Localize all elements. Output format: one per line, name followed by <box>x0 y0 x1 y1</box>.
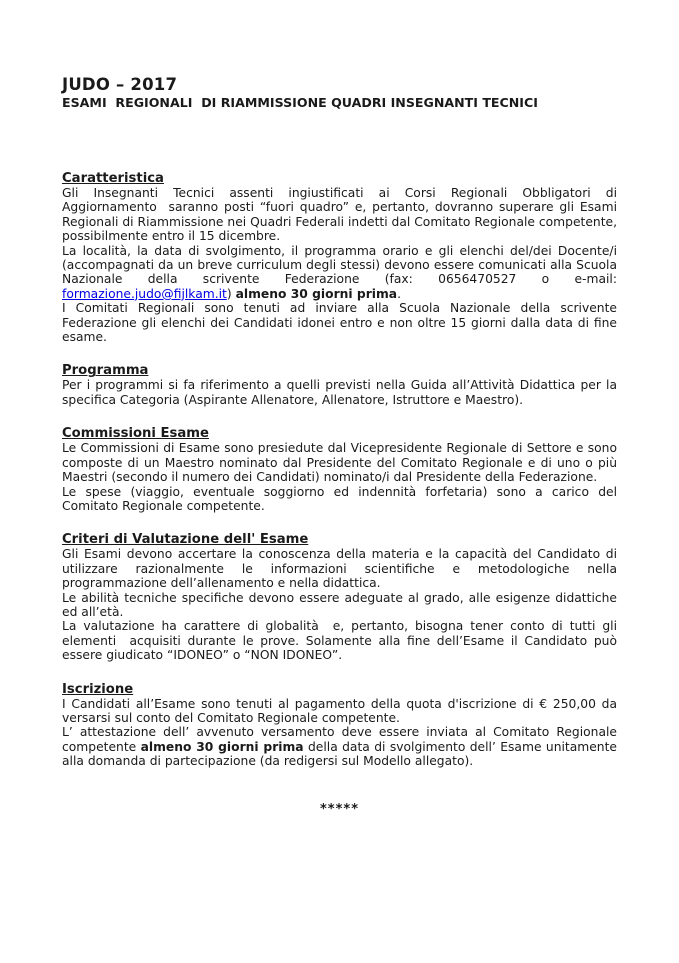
paragraph-text: La località, la data di svolgimento, il programma orario e gli elenchi del/dei Docente/i (accompagnati da un breve curriculum degli stessi) devono essere comunicati alla Scuola Nazionale della scrivente Federazione (fax: 0656470527 o e-mail: <box>62 243 617 287</box>
paragraph: La valutazione ha carattere di globalità e, pertanto, bisogna tener conto di tutti gli elementi acquisiti durante le prove. Solamente alla fine dell’Esame il Candidato può essere giudicato “IDONEO” o “NON IDONEO”. <box>62 619 617 663</box>
section-programma <box>62 363 617 407</box>
section-commissioni-esame <box>62 426 617 513</box>
section-caratteristica <box>62 171 617 344</box>
email-link[interactable]: formazione.judo@fijlkam.it <box>62 286 227 301</box>
bold-text: almeno 30 giorni prima <box>235 286 398 301</box>
document-title: JUDO – 2017 <box>62 75 178 94</box>
paragraph: I Comitati Regionali sono tenuti ad inviare alla Scuola Nazionale della scrivente Federazione gli elenchi dei Candidati idonei entro e non oltre 15 giorni dalla data di fine esame. <box>62 301 617 345</box>
section-heading-criteri-valutazione: Criteri di Valutazione dell' Esame <box>62 532 309 548</box>
paragraph: Le Commissioni di Esame sono presiedute dal Vicepresidente Regionale di Settore e sono composte di un Maestro nominato dal Presidente del Comitato Regionale e di uno o più Maestri (secondo il numero dei Candidati) nominato/i dal Presidente della Federazione. <box>62 441 617 485</box>
paragraph: I Candidati all’Esame sono tenuti al pagamento della quota d'iscrizione di € 250,00 da versarsi sul conto del Comitato Regionale competente. <box>62 696 617 725</box>
bold-text: almeno 30 giorni prima <box>140 739 304 754</box>
separator-stars: ***** <box>320 801 359 817</box>
paragraph-text: ) <box>226 286 236 301</box>
paragraph <box>62 725 617 768</box>
paragraph: Gli Esami devono accertare la conoscenza della materia e la capacità del Candidato di utilizzare razionalmente le informazioni scientifiche e metodologiche nella programmazione dell’allenamento e nella didattica. <box>62 547 617 591</box>
section-heading-programma: Programma <box>62 363 149 379</box>
paragraph: Le abilità tecniche specifiche devono essere adeguate al grado, alle esigenze didattiche ed all’età. <box>62 590 617 619</box>
paragraph: Per i programmi si fa riferimento a quelli previsti nella Guida all’Attività Didattica per la specifica Categoria (Aspirante Allenatore, Allenatore, Istruttore e Maestro). <box>62 378 617 407</box>
paragraph: Gli Insegnanti Tecnici assenti ingiustificati ai Corsi Regionali Obbligatori di Aggiornamento saranno posti “fuori quadro” e, pertanto, dovranno superare gli Esami Regionali di Riammissione nei Quadri Federali indetti dal Comitato Regionale competente, possibilmente entro il 15 dicembre. <box>62 186 617 244</box>
section-heading-commissioni-esame: Commissioni Esame <box>62 426 209 442</box>
paragraph-text: L’ attestazione dell’ avvenuto versamento deve essere inviata al Comitato Regionale competente <box>62 725 617 754</box>
document-subtitle: ESAMI REGIONALI DI RIAMMISSIONE QUADRI INSEGNANTI TECNICI <box>62 95 538 110</box>
paragraph: Le spese (viaggio, eventuale soggiorno ed indennità forfetaria) sono a carico del Comitato Regionale competente. <box>62 484 617 513</box>
section-heading-caratteristica: Caratteristica <box>62 171 164 186</box>
paragraph <box>62 244 617 302</box>
document-header <box>62 75 617 110</box>
section-heading-iscrizione: Iscrizione <box>62 681 134 697</box>
paragraph-text: . <box>397 286 402 301</box>
section-iscrizione <box>62 682 617 769</box>
section-criteri-valutazione <box>62 532 617 662</box>
paragraph-text: della data di svolgimento dell’ Esame unitamente alla domanda di partecipazione (da redigersi sul Modello allegato). <box>62 739 617 769</box>
